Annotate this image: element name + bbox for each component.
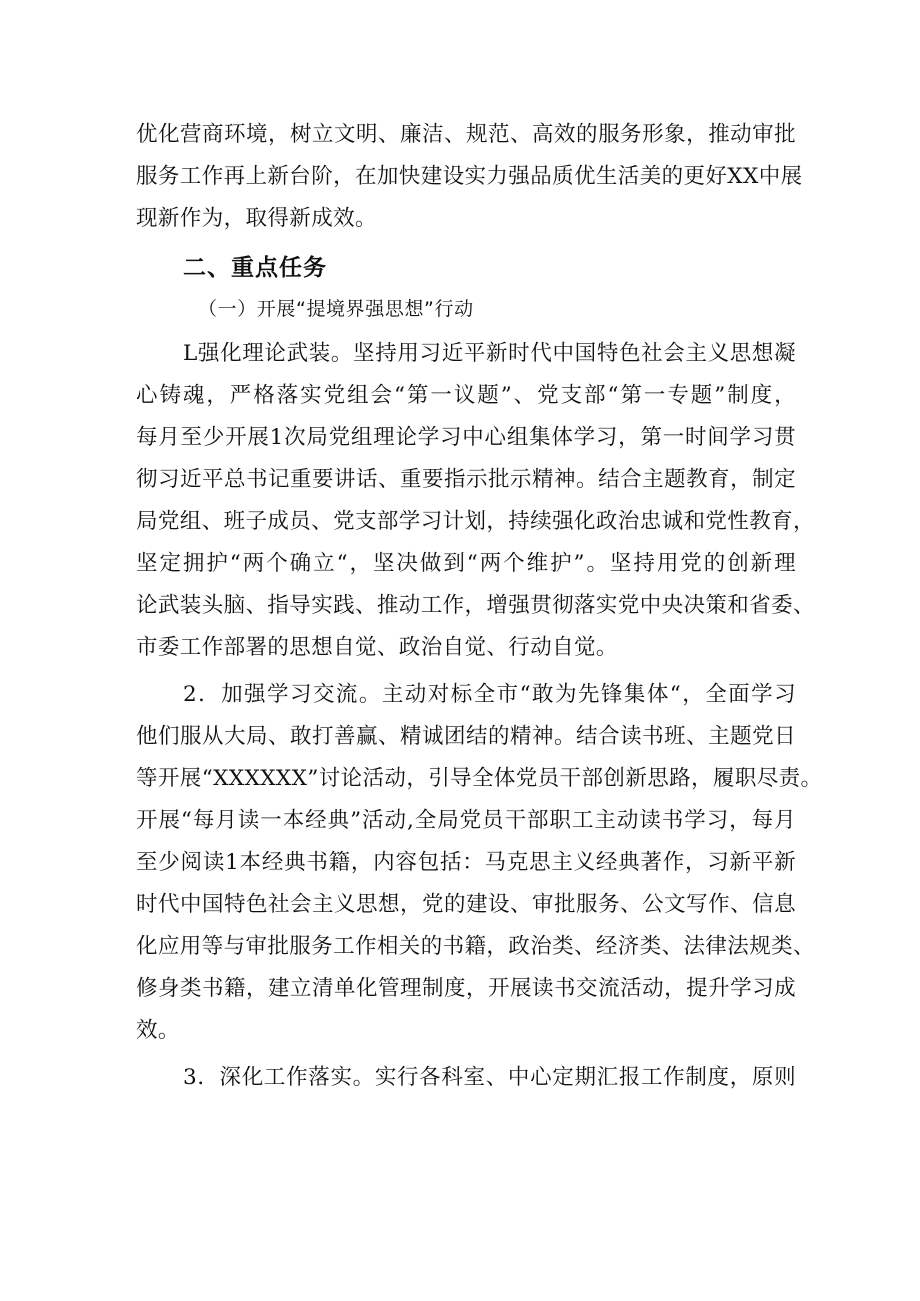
paragraph-line: 彻习近平总书记重要讲话、重要指示批示精神。结合主题教育，制定 <box>136 467 796 492</box>
paragraph-line: 2．加强学习交流。主动对标全市“敢为先锋集体“，全面学习 <box>183 682 796 707</box>
paragraph-line: L强化理论武装。坚持用习近平新时代中国特色社会主义思想凝 <box>183 341 796 366</box>
paragraph-line: 市委工作部署的思想自觉、政治自觉、行动自觉。 <box>136 635 618 660</box>
paragraph-line: 修身类书籍，建立清单化管理制度，开展读书交流活动，提升学习成 <box>136 976 796 1001</box>
paragraph-line: 局党组、班子成员、党支部学习计划，持续强化政治忠诚和党性教育， <box>136 509 815 534</box>
paragraph-line: 等开展“XXXXXX”讨论活动，引导全体党员干部创新思路，履职尽责。 <box>136 766 823 791</box>
section-heading: 二、重点任务 <box>183 255 327 281</box>
paragraph-line: 论武装头脑、指导实践、推动工作，增强贯彻落实党中央决策和省委、 <box>136 593 815 618</box>
paragraph-line: 效。 <box>136 1018 180 1043</box>
paragraph-line: 心铸魂，严格落实党组会“第一议题”、党支部“第一专题”制度， <box>136 383 796 408</box>
paragraph-line: 服务工作再上新台阶，在加快建设实力强品质优生活美的更好XX中展 <box>136 164 803 189</box>
paragraph-line: 至少阅读1本经典书籍，内容包括：马克思主义经典著作，习新平新 <box>136 850 796 875</box>
paragraph-line: 优化营商环境，树立文明、廉洁、规范、高效的服务形象，推动审批 <box>136 122 796 147</box>
paragraph-line: 现新作为，取得新成效。 <box>136 206 377 231</box>
paragraph-line: 化应用等与审批服务工作相关的书籍，政治类、经济类、法律法规类、 <box>136 934 815 959</box>
paragraph-line: 坚定拥护“两个确立“，坚决做到“两个维护”。坚持用党的创新理 <box>136 551 796 576</box>
paragraph-line: 他们服从大局、敢打善赢、精诚团结的精神。结合读书班、主题党日 <box>136 724 796 749</box>
paragraph-line: 每月至少开展1次局党组理论学习中心组集体学习，第一时间学习贯 <box>136 425 796 450</box>
subsection-heading: （一）开展“提境界强思想”行动 <box>198 298 474 320</box>
paragraph-line: 3．深化工作落实。实行各科室、中心定期汇报工作制度，原则 <box>183 1065 796 1090</box>
paragraph-line: 时代中国特色社会主义思想，党的建设、审批服务、公文写作、信息 <box>136 892 796 917</box>
paragraph-line: 开展“每月读一本经典”活动,全局党员干部职工主动读书学习，每月 <box>136 808 796 833</box>
